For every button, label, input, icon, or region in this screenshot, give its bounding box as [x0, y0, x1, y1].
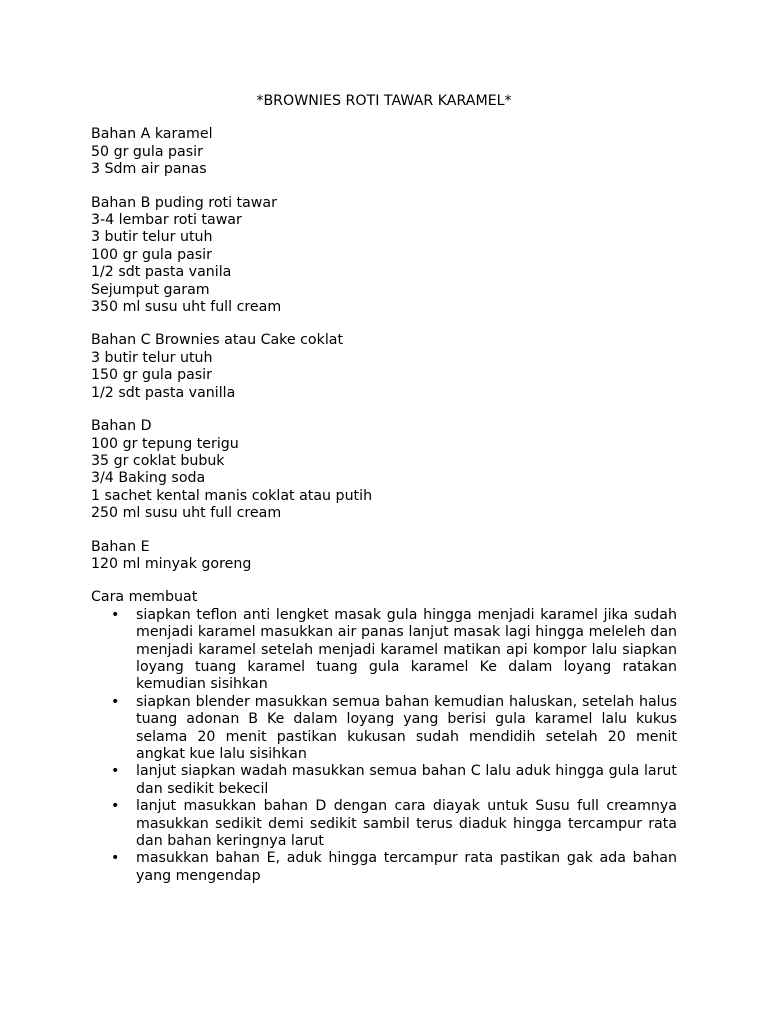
method-step — [91, 694, 677, 764]
bullet-icon: • — [111, 693, 120, 710]
method-step-text: siapkan blender masukkan semua bahan kemudian haluskan, setelah halus tuang adonan B Ke dalam loyang yang berisi gula karamel lalu kukus selama 20 menit pastikan kukusan sudah mendidih setelah 20 menit angkat kue lalu sisihkan — [136, 693, 677, 762]
ingredient-line: 1/2 sdt pasta vanila — [91, 264, 232, 281]
section-heading: Bahan E — [91, 538, 150, 555]
ingredients-section-e — [91, 539, 677, 574]
section-heading: Bahan D — [91, 418, 152, 435]
document-page — [91, 93, 677, 885]
bullet-icon: • — [111, 798, 120, 815]
ingredient-line: 3 butir telur utuh — [91, 229, 213, 246]
ingredient-line: 1 sachet kental manis coklat atau putih — [91, 487, 373, 504]
method-step — [91, 850, 677, 885]
method-step-text: lanjut siapkan wadah masukkan semua bahan C lalu aduk hingga gula larut dan sedikit bekecil — [136, 763, 677, 797]
ingredient-line: 3 Sdm air panas — [91, 161, 207, 178]
method-step-text: lanjut masukkan bahan D dengan cara diayak untuk Susu full creamnya masukkan sedikit demi sedikit sambil terus diaduk hingga tercampur rata dan bahan keringnya larut — [136, 798, 677, 850]
method-heading: Cara membuat — [91, 589, 198, 606]
ingredient-line: 35 gr coklat bubuk — [91, 452, 225, 469]
ingredient-line: 1/2 sdt pasta vanilla — [91, 384, 236, 401]
ingredients-section-a — [91, 126, 677, 178]
ingredient-line: 3-4 lembar roti tawar — [91, 212, 242, 229]
method-step — [91, 607, 677, 694]
bullet-icon: • — [111, 763, 120, 780]
section-heading: Bahan A karamel — [91, 126, 213, 143]
method-step-text: masukkan bahan E, aduk hingga tercampur rata pastikan gak ada bahan yang mengendap — [136, 850, 677, 884]
ingredients-section-c — [91, 332, 677, 402]
ingredient-line: 100 gr tepung terigu — [91, 435, 239, 452]
method-step — [91, 798, 677, 850]
ingredient-line: 350 ml susu uht full cream — [91, 299, 282, 316]
ingredient-line: 100 gr gula pasir — [91, 246, 212, 263]
section-heading: Bahan C Brownies atau Cake coklat — [91, 332, 344, 349]
bullet-icon: • — [111, 606, 120, 623]
ingredients-section-b — [91, 195, 677, 317]
ingredient-line: 250 ml susu uht full cream — [91, 505, 282, 522]
recipe-title: *BROWNIES ROTI TAWAR KARAMEL* — [256, 93, 512, 109]
section-heading: Bahan B puding roti tawar — [91, 194, 277, 211]
method-section — [91, 589, 677, 885]
ingredients-section-d — [91, 418, 677, 522]
ingredient-line: 150 gr gula pasir — [91, 367, 212, 384]
method-step — [91, 763, 677, 798]
ingredient-line: 3 butir telur utuh — [91, 349, 213, 366]
method-steps-list — [91, 607, 677, 886]
bullet-icon: • — [111, 850, 120, 867]
ingredient-line: 120 ml minyak goreng — [91, 555, 252, 572]
ingredient-line: 3/4 Baking soda — [91, 470, 206, 487]
ingredient-line: 50 gr gula pasir — [91, 143, 203, 160]
method-step-text: siapkan teflon anti lengket masak gula hingga menjadi karamel jika sudah menjadi karamel masukkan air panas lanjut masak lagi hingga meleleh dan menjadi karamel setelah menjadi karamel matikan api kompor lalu siapkan loyang tuang karamel tuang gula karamel Ke dalam loyang ratakan kemudian sisihkan — [136, 606, 677, 693]
ingredient-line: Sejumput garam — [91, 281, 210, 298]
